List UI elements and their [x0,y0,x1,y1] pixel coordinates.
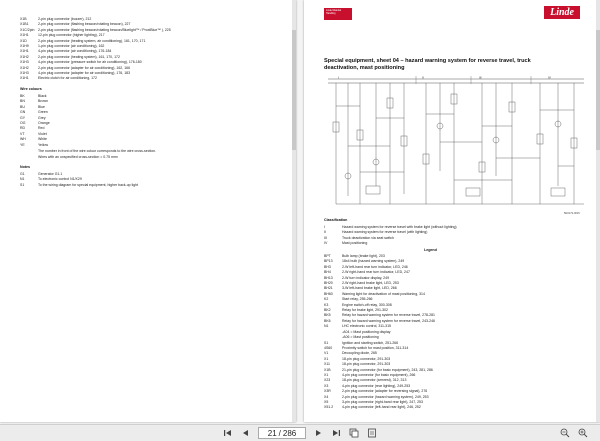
item-text: 18-pin plug connector, 291-303 [342,362,391,367]
item-code: BH3 [324,264,331,269]
item-code: IV [324,241,328,246]
item-code: X1H2 [20,54,29,59]
column-label-iii: III [479,76,482,80]
item-text: 21-pin plug connector (for basic equipment), 243, 281, 286 [342,367,433,372]
item-text: Hazard warning system for reverse travel (with lighting) [342,230,428,235]
scrollbar-thumb[interactable] [292,30,296,150]
column-label-iv: IV [548,76,551,80]
item-text: 12-pin plug connector (higher lighting), 217 [38,33,105,38]
wire-note-1: The number in front of the wire colour corresponds to the wire cross-section. [38,149,157,153]
item-text: Proximity switch for mast position, 311-314 [342,345,409,350]
total-pages: 286 [282,428,297,438]
item-code: BPT [324,254,331,258]
item-text: Violet [38,131,47,136]
item-text: 2-W right-hand brake light, LED, 253 [342,281,399,286]
item-text: 2-pin plug connector (buzzer), 212 [38,17,92,21]
legend-heading: Legend [424,248,437,252]
scrollbar-thumb[interactable] [596,30,600,150]
item-text: 18x4 bulb (hazard warning system), 249 [342,259,405,264]
item-text: Orange [38,121,50,126]
right-page [304,0,600,422]
item-text: Grey [38,115,46,120]
list-item [324,405,435,410]
item-text: Engine switch-off relay, 300-308 [342,302,392,307]
item-code: X1B [20,17,27,21]
item-code: RD [20,126,26,131]
wire-note-2: Wires with an unspecified cross-section = 0.75 mm² [38,155,119,159]
column-label-ii: II [422,76,424,80]
item-code: III [324,235,327,240]
linde-brand-logo: Linde [544,6,580,19]
item-text: Red [38,126,45,131]
item-text: Relay for brake light, 291-302 [342,308,388,313]
list-item [20,183,138,188]
component-list [20,17,171,82]
item-code: X1H3 [20,60,29,65]
linde-mh-logo: Linde Material Handling [324,8,352,20]
item-text: 4-pin plug connector (for basic equipment), 266 [342,372,416,377]
item-code: BH20 [324,281,333,286]
item-code: X1B [324,367,331,372]
item-text: 4-pin plug connector (rear lighting), 249-253 [342,383,411,388]
item-code: X1H1 [20,49,29,54]
diagram-title: Special equipment, sheet 04 – hazard warning system for reverse travel, truck deactivation, mast positioning [324,58,531,71]
item-code: K3 [324,302,329,307]
left-page-scrollbar[interactable] [292,0,296,422]
figure-reference: 5R2173-0015 [564,212,580,215]
item-code: N1 [20,177,25,182]
item-text: White [38,137,47,142]
item-text: 2-pin plug connector (heating system), 161, 170, 172 [38,54,120,59]
current-page: 21 [267,428,277,438]
item-code: GY [20,115,26,120]
item-text: 2-W left-hand rear turn indicator, LED, 246 [342,264,408,269]
item-code: K2 [324,297,329,302]
item-text: Relay for hazard warning system for reverse travel, 243-246 [342,318,435,323]
item-text: 18-pin plug connector (armrest), 312, 313 [342,378,407,383]
item-text: Hazard warning system for reverse travel with brake light (without lighting) [342,225,457,229]
item-text: To electronic control N1/X29 [38,177,82,182]
item-text: 4-pin plug connector (air conditioning), 176-184 [38,49,112,54]
page-number-field[interactable] [258,427,306,439]
item-code: VT [20,131,25,136]
item-code: X3 [324,383,329,388]
item-text: 2-W turn indicator display, 249 [342,275,390,280]
item-text: Black [38,94,47,98]
item-text: Relay for hazard warning system for reverse travel, 278-281 [342,313,435,318]
item-code: WH [20,137,26,142]
item-text: Green [38,110,48,115]
right-page-scrollbar[interactable] [596,0,600,422]
item-code: BP13 [324,259,333,264]
item-code: 4S60 [324,345,333,350]
item-code: II [324,230,326,235]
item-code: X1 [324,356,329,361]
page-separator: / [278,428,281,438]
item-text: Generator G1.1 [38,172,63,176]
item-code: G1 [20,172,25,176]
item-code: X3R [324,389,331,394]
item-code: I [324,225,325,229]
item-code: X11 [324,362,330,367]
list-item [324,241,457,246]
item-text: Brown [38,99,48,104]
copy-icon[interactable] [348,427,360,439]
item-text: 2-pin plug connector (heating system, air conditioning), 161, 170, 171 [38,38,146,43]
item-text: 4-pin plug connector (pressure switch for air conditioning), 176-180 [38,60,142,65]
item-text: 2-pin plug connector (hazard warning system), 249, 253 [342,394,429,399]
item-code: X1H1 [20,76,29,81]
item-code: BU [20,104,25,109]
item-text: 18-pin plug connector, 291-303 [342,356,391,361]
item-code: S1 [324,340,329,345]
item-text: To the wiring diagram for special equipment, higher back-up light [38,182,138,187]
zoom-in-icon[interactable] [577,427,589,439]
item-code: OG [20,121,26,126]
item-code: X5 [324,399,329,404]
item-code: X1B1 [20,22,29,27]
item-text: 2-pin plug connector (adapter for air conditioning), 162, 166 [38,65,131,70]
zoom-out-icon[interactable] [559,427,571,439]
item-text: 2-pin plug connector (adapter for reversing signal), 276 [342,389,428,394]
item-text: 4-pin plug connector (adapter for air conditioning), 176, 183 [38,71,131,76]
list-item [20,76,171,81]
next-page-icon[interactable] [312,427,324,439]
notes-heading: Notes [20,165,30,169]
item-code: GN [20,110,26,115]
item-text: Blue [38,104,46,109]
item-code: X4 [324,394,329,399]
item-text: Bulb lamp (brake light), 203 [342,254,385,258]
left-page [0,0,296,422]
item-text: -A04 = Mast positioning display [342,329,391,334]
item-code: X51.2 [324,405,334,410]
item-code: X1D [20,38,27,43]
item-code: BH13 [324,275,333,280]
item-code: BH60 [324,291,333,296]
item-code: BH4 [324,270,331,275]
wiring-schematic [326,76,588,216]
wire-colours-heading: Wire colours [20,87,42,91]
item-code: S1 [20,182,25,187]
item-text: 3-pin plug connector (right-hand rear light), 247, 253 [342,399,423,404]
item-text: 2-pin plug connector (flashing beacon/rotating beacon), 227 [38,22,131,27]
legend-list [324,254,435,411]
item-code: BN [20,99,25,104]
item-text: -A06 = Mast positioning [342,335,379,340]
first-page-icon[interactable] [222,427,234,439]
classification-list [324,225,457,247]
item-text: 2-pin plug connector (flashing beacon/rotating beacon/Bluelight™ / ProxiBlue™ ), 225 [38,27,171,32]
item-text: 1-pin plug connector (air conditioning), 162 [38,44,105,49]
item-code: V1 [324,351,329,356]
item-text: 3-W left-hand brake light, LED, 266 [342,286,397,291]
item-text: Electric clutch for air conditioning, 172 [38,76,97,81]
page-navigation-toolbar [0,424,600,441]
item-text: LHC electronic control, 311-315 [342,324,391,329]
item-code: YE [20,142,25,147]
item-text: Mast positioning [342,241,368,246]
wire-colours-list [20,94,50,148]
last-page-icon[interactable] [330,427,342,439]
item-code: X1H2 [20,65,29,70]
item-code: X23 [324,378,331,383]
item-text: Truck deactivation via seat switch [342,235,395,240]
item-code: BK5 [324,313,331,318]
item-code: X1H9 [20,44,29,49]
item-code: X1H1 [20,33,29,38]
list-item [20,143,50,148]
item-code: BK6 [324,318,331,323]
item-text: Ignition and starting switch, 251-266 [342,340,399,345]
item-code: N1 [324,324,329,329]
previous-page-icon[interactable] [240,427,252,439]
classification-heading: Classification [324,218,348,222]
item-text: Warning light for deactivation of mast positioning, 314 [342,291,425,296]
item-code: BK [20,94,25,98]
item-code: X1 [324,372,329,377]
item-text: Yellow [38,142,48,147]
item-text: 4-pin plug connector (left-hand rear light), 246, 252 [342,405,421,410]
fit-page-icon[interactable] [366,427,378,439]
item-text: Decoupling diode, 265 [342,351,377,356]
item-code: X1H3 [20,71,29,76]
item-code: BK2 [324,308,331,313]
item-text: 2-W right-hand rear turn indicator, LED, 247 [342,270,410,275]
column-label-i: I [338,76,339,80]
item-code: BH21 [324,286,333,291]
item-text: Start relay, 255-266 [342,297,373,302]
notes-list [20,172,138,188]
item-code: X1C/2pin [20,27,35,32]
